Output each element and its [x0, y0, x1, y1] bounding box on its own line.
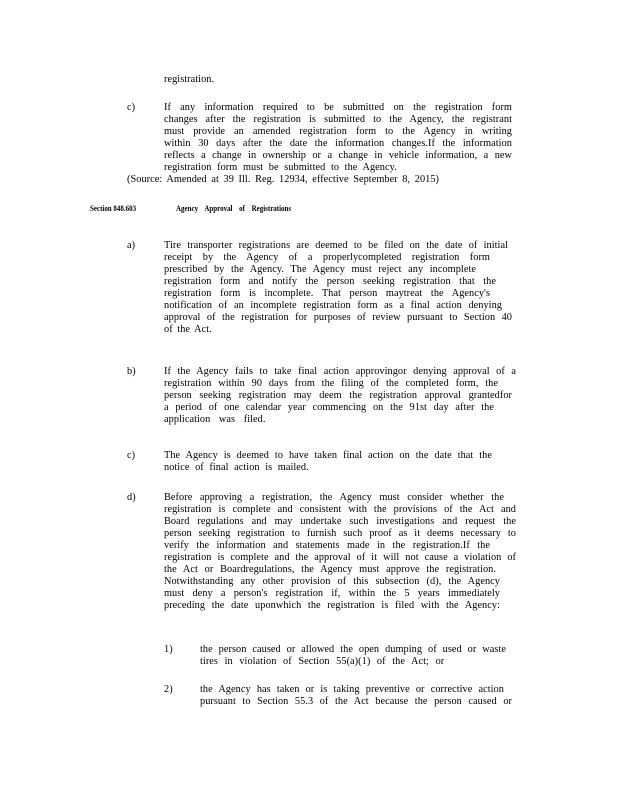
paragraph-line: must provide an amended registration form to the Agency in writing: [164, 126, 512, 137]
list-item-line: the person caused or allowed the open dumping of used or waste: [200, 644, 506, 655]
paragraph-line: of the Act.: [164, 324, 212, 335]
paragraph-line: The Agency is deemed to have taken final action on the date that the: [164, 450, 492, 461]
paragraph-line: registration within 90 days from the filing of the completed form, the: [164, 378, 498, 389]
paragraph-line: verify the information and statements made in the registration.If the: [164, 540, 490, 551]
paragraph-line: within 30 days after the date the information changes.If the information: [164, 138, 512, 149]
paragraph-line: must deny a person's registration if, within the 5 years immediately: [164, 588, 500, 599]
paragraph-line: person seeking registration may deem the registration approval grantedfor: [164, 390, 512, 401]
paragraph-line: If any information required to be submitted on the registration form: [164, 102, 512, 113]
paragraph-label: a): [127, 240, 136, 251]
paragraph-line: registration.: [164, 74, 215, 85]
paragraph-line: registration is complete and consistent with the provisions of the Act and: [164, 504, 516, 515]
paragraph-line: prescribed by the Agency. The Agency must reject any incomplete: [164, 264, 476, 275]
paragraph-line: registration form and notify the person seeking registration that the: [164, 276, 496, 287]
list-item-line: pursuant to Section 55.3 of the Act because the person caused or: [200, 696, 512, 707]
paragraph-label: b): [127, 366, 136, 377]
paragraph-label: c): [127, 102, 136, 113]
paragraph-line: preceding the date uponwhich the registration is filed with the Agency:: [164, 600, 500, 611]
paragraph-label: d): [127, 492, 136, 503]
paragraph-line: the Act or Boardregulations, the Agency must approve the registration.: [164, 564, 496, 575]
paragraph-line: a period of one calendar year commencing on the 91st day after the: [164, 402, 494, 413]
paragraph-line: changes after the registration is submitted to the Agency, the registrant: [164, 114, 512, 125]
paragraph-line: notice of final action is mailed.: [164, 462, 309, 473]
paragraph-line: registration form must be submitted to the Agency.: [164, 162, 397, 173]
source-note: (Source: Amended at 39 Ill. Reg. 12934, effective September 8, 2015): [127, 174, 440, 185]
paragraph-line: receipt by the Agency of a properlycompleted registration form: [164, 252, 490, 263]
paragraph-label: c): [127, 450, 136, 461]
list-item-line: the Agency has taken or is taking preventive or corrective action: [200, 684, 504, 695]
section-title: Agency Approval of Registrations: [176, 203, 292, 213]
list-item-label: 1): [164, 644, 173, 655]
paragraph-line: registration form is incomplete. That person maytreat the Agency's: [164, 288, 490, 299]
paragraph-line: If the Agency fails to take final action approvingor denying approval of a: [164, 366, 516, 377]
paragraph-line: reflects a change in ownership or a change in vehicle information, a new: [164, 150, 512, 161]
paragraph-line: approval of the registration for purposes of review pursuant to Section 40: [164, 312, 512, 323]
paragraph-line: registration is complete and the approval of it will not cause a violation of: [164, 552, 516, 563]
paragraph-line: Tire transporter registrations are deemed to be filed on the date of initial: [164, 240, 508, 251]
paragraph-line: Before approving a registration, the Agency must consider whether the: [164, 492, 504, 503]
paragraph-line: person seeking registration to furnish such proof as it deems necessary to: [164, 528, 516, 539]
paragraph-line: notification of an incomplete registration form as a final action denying: [164, 300, 502, 311]
paragraph-line: application was filed.: [164, 414, 266, 425]
section-number: Section 848.603: [90, 203, 137, 213]
paragraph-line: Board regulations and may undertake such investigations and request the: [164, 516, 516, 527]
list-item-label: 2): [164, 684, 173, 695]
list-item-line: tires in violation of Section 55(a)(1) of the Act; or: [200, 656, 445, 667]
paragraph-line: Notwithstanding any other provision of this subsection (d), the Agency: [164, 576, 500, 587]
